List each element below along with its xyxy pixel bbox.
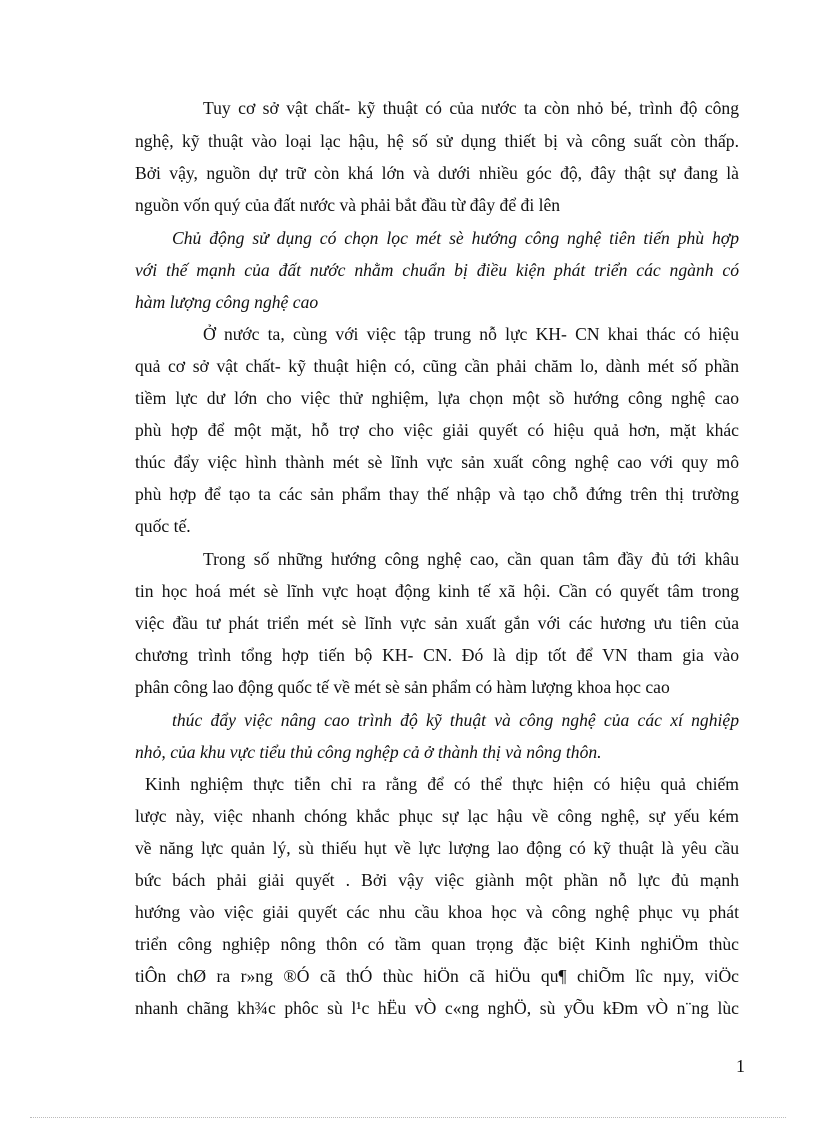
text-line: hàm lượng công nghệ cao (135, 292, 319, 312)
page-footer-divider (30, 1117, 786, 1118)
text-line: Trong số những hướng công nghệ cao, cần quan tâm đầy đủ tới khâu (203, 549, 739, 569)
text-line: thúc đẩy việc nâng cao trình độ kỹ thuật và công nghệ của các xí nghiệp (172, 710, 739, 730)
text-line: việc đầu tư phát triển mét sè lĩnh vực sản xuất gắn với các hương ưu tiên của (135, 613, 739, 633)
text-line: tin học hoá mét sè lĩnh vực hoạt động kinh tế xã hội. Cần có quyết tâm trong (135, 581, 739, 601)
text-line: Ở nước ta, cùng với việc tập trung nỗ lực KH- CN khai thác có hiệu (203, 324, 739, 344)
text-line: triển công nghiệp nông thôn có tầm quan trọng đặc biệt Kinh nghiÖm thùc (135, 934, 739, 954)
text-line: quốc tế. (135, 516, 191, 536)
text-line: tiềm lực dư lớn cho việc thử nghiệm, lựa chọn một sồ hướng công nghệ cao (135, 388, 739, 408)
text-line: phân công lao động quốc tế về mét sè sản phẩm có hàm lượng khoa học cao (135, 677, 670, 697)
page-number: 1 (736, 1056, 745, 1076)
text-line: với thế mạnh của đất nước nhằm chuẩn bị điều kiện phát triển các ngành có (135, 260, 739, 280)
text-line: Kinh nghiệm thực tiễn chỉ ra rằng để có thể thực hiện có hiệu quả chiếm (145, 774, 739, 794)
text-line: nguồn vốn quý của đất nước và phải bắt đầu từ đây để đi lên (135, 195, 561, 215)
text-line: nhỏ, của khu vực tiểu thủ công nghệp cả ở thành thị và nông thôn. (135, 742, 602, 762)
text-line: phù hợp để tạo ta các sản phẩm thay thế nhập và tạo chỗ đứng trên thị trường (135, 484, 739, 504)
text-line: Tuy cơ sở vật chất- kỹ thuật có của nước ta còn nhỏ bé, trình độ công (203, 98, 739, 118)
text-line: nhanh chãng kh¾c phôc sù l¹c hËu vÒ c«ng nghÖ, sù yÕu kÐm vÒ n¨ng lùc (135, 998, 739, 1018)
text-line: nghệ, kỹ thuật vào loại lạc hậu, hệ số sử dụng thiết bị và công suất còn thấp. (135, 131, 739, 151)
text-line: về năng lực quản lý, sù thiếu hụt về lực lượng lao động có kỹ thuật là yêu cầu (135, 838, 739, 858)
text-line: Chủ động sử dụng có chọn lọc mét sè hướng công nghệ tiên tiến phù hợp (172, 228, 739, 248)
text-line: lược này, việc nhanh chóng khắc phục sự lạc hậu về công nghệ, sự yếu kém (135, 806, 739, 826)
text-line: Bởi vậy, nguồn dự trữ còn khá lớn và dưới nhiều góc độ, đây thật sự đang là (135, 163, 739, 183)
text-line: hướng vào việc giải quyết các nhu cầu khoa học và công nghệ phục vụ phát (135, 902, 739, 922)
text-line: phù hợp để một mặt, hỗ trợ cho việc giải quyết có hiệu quả hơn, mặt khác (135, 420, 739, 440)
text-line: bức bách phải giải quyết . Bởi vậy việc giành một phần nỗ lực đủ mạnh (135, 870, 739, 890)
text-line: tiÔn chØ ra r»ng ®Ó cã thÓ thùc hiÖn cã hiÖu qu¶ chiÕm lîc nµy, viÖc (135, 966, 739, 986)
text-line: thúc đẩy việc hình thành mét sè lĩnh vực sản xuất công nghệ cao với quy mô (135, 452, 739, 472)
text-line: chương trình tổng hợp tiến bộ KH- CN. Đó là dịp tốt để VN tham gia vào (135, 645, 739, 665)
text-line: quả cơ sở vật chất- kỹ thuật hiện có, cũng cần phải chăm lo, dành mét số phần (135, 356, 739, 376)
